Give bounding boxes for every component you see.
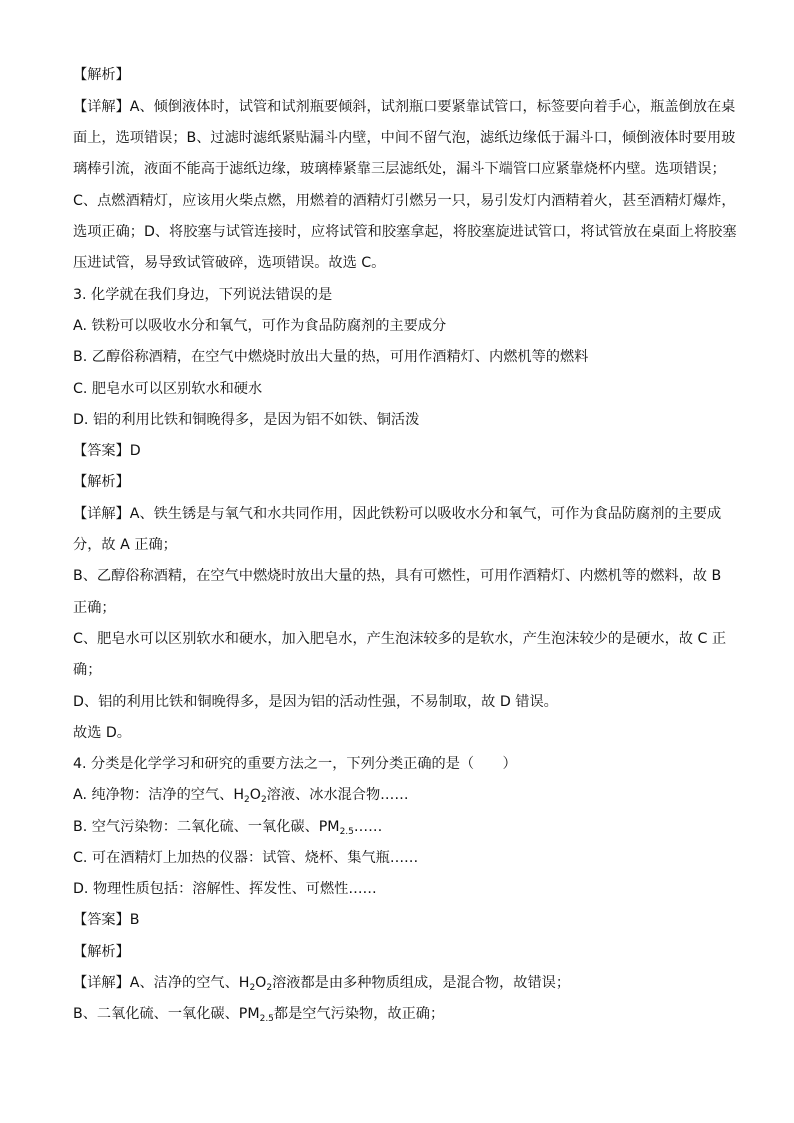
text-span: O	[255, 975, 267, 991]
option-c: C. 肥皂水可以区别软水和硬水	[73, 381, 263, 397]
question-4: 4. 分类是化学学习和研究的重要方法之一，下列分类正确的是（ ）	[73, 756, 517, 772]
subscript: 2	[266, 983, 273, 993]
text-line: 故选 D。	[73, 725, 131, 741]
text-line: 选项正确；D、将胶塞与试管连接时，应将试管和胶塞拿起，将胶塞旋进试管口，将试管放在桌面上将胶塞	[73, 224, 737, 240]
subscript: 2	[249, 983, 256, 993]
question-3: 3. 化学就在我们身边，下列说法错误的是	[73, 287, 333, 303]
option-b: B. 乙醇俗称酒精，在空气中燃烧时放出大量的热，可用作酒精灯、内燃机等的燃料	[73, 349, 589, 365]
analysis-label: 【解析】	[73, 944, 130, 960]
option-b	[73, 818, 754, 836]
option-a: A. 铁粉可以吸收水分和氧气，可作为食品防腐剂的主要成分	[73, 318, 447, 334]
text-span: 溶液都是由多种物质组成，是混合物，故错误；	[272, 975, 571, 991]
option-a-text: 溶液、冰水混合物……	[266, 787, 409, 803]
option-c: C. 可在酒精灯上加热的仪器：试管、烧杯、集气瓶……	[73, 850, 419, 866]
text-line: 分，故 A 正确；	[73, 537, 177, 553]
answer-label: 【答案】D	[73, 443, 141, 459]
text-line: 正确；	[73, 600, 116, 616]
text-line: C、点燃酒精灯，应该用火柴点燃，用燃着的酒精灯引燃另一只，易引发灯内酒精着火，甚至酒精灯爆炸，	[73, 193, 736, 209]
text-line: B、乙醇俗称酒精，在空气中燃烧时放出大量的热，具有可燃性，可用作酒精灯、内燃机等的燃料，故 B	[73, 568, 722, 584]
text-line: 【详解】A、倾倒液体时，试管和试剂瓶要倾斜，试剂瓶口要紧靠试管口，标签要向着手心，瓶盖倒放在桌	[73, 99, 736, 115]
text-line	[73, 974, 754, 992]
option-a-text: O	[249, 787, 261, 803]
option-a-text: A. 纯净物：洁净的空气、H	[73, 787, 245, 803]
analysis-label: 【解析】	[73, 474, 130, 490]
option-b-text: ……	[353, 819, 383, 835]
option-d: D. 铝的利用比铁和铜晚得多，是因为铝不如铁、铜活泼	[73, 412, 420, 428]
analysis-label: 【解析】	[73, 67, 130, 83]
text-line: C、肥皂水可以区别软水和硬水，加入肥皂水，产生泡沫较多的是软水，产生泡沫较少的是硬水，故 C 正	[73, 631, 727, 647]
text-span: 【详解】A、洁净的空气、H	[73, 975, 250, 991]
option-a	[73, 786, 754, 804]
text-line: D、铝的利用比铁和铜晚得多，是因为铝的活动性强，不易制取，故 D 错误。	[73, 694, 558, 710]
text-line: 确；	[73, 662, 102, 678]
option-d: D. 物理性质包括：溶解性、挥发性、可燃性……	[73, 881, 377, 897]
answer-label: 【答案】B	[73, 912, 140, 928]
subscript: 2.5	[339, 827, 354, 837]
text-line: 面上，选项错误；B、过滤时滤纸紧贴漏斗内壁，中间不留气泡，滤纸边缘低于漏斗口，倾倒液体时要用玻	[73, 130, 736, 146]
text-span: 都是空气污染物，故正确；	[273, 1006, 445, 1022]
text-line: 璃棒引流，液面不能高于滤纸边缘，玻璃棒紧靠三层滤纸处，漏斗下端管口应紧靠烧杯内壁。选项错误；	[73, 161, 726, 177]
subscript: 2	[260, 795, 267, 805]
text-span: B、二氧化硫、一氧化碳、PM	[73, 1006, 260, 1022]
option-b-text: B. 空气污染物：二氧化硫、一氧化碳、PM	[73, 819, 340, 835]
subscript: 2.5	[259, 1014, 274, 1024]
text-line: 压进试管，易导致试管破碎，选项错误。故选 C。	[73, 255, 386, 271]
text-line: 【详解】A、铁生锈是与氧气和水共同作用，因此铁粉可以吸收水分和氧气，可作为食品防腐剂的主要成	[73, 506, 722, 522]
text-line	[73, 1005, 754, 1023]
subscript: 2	[244, 795, 250, 805]
